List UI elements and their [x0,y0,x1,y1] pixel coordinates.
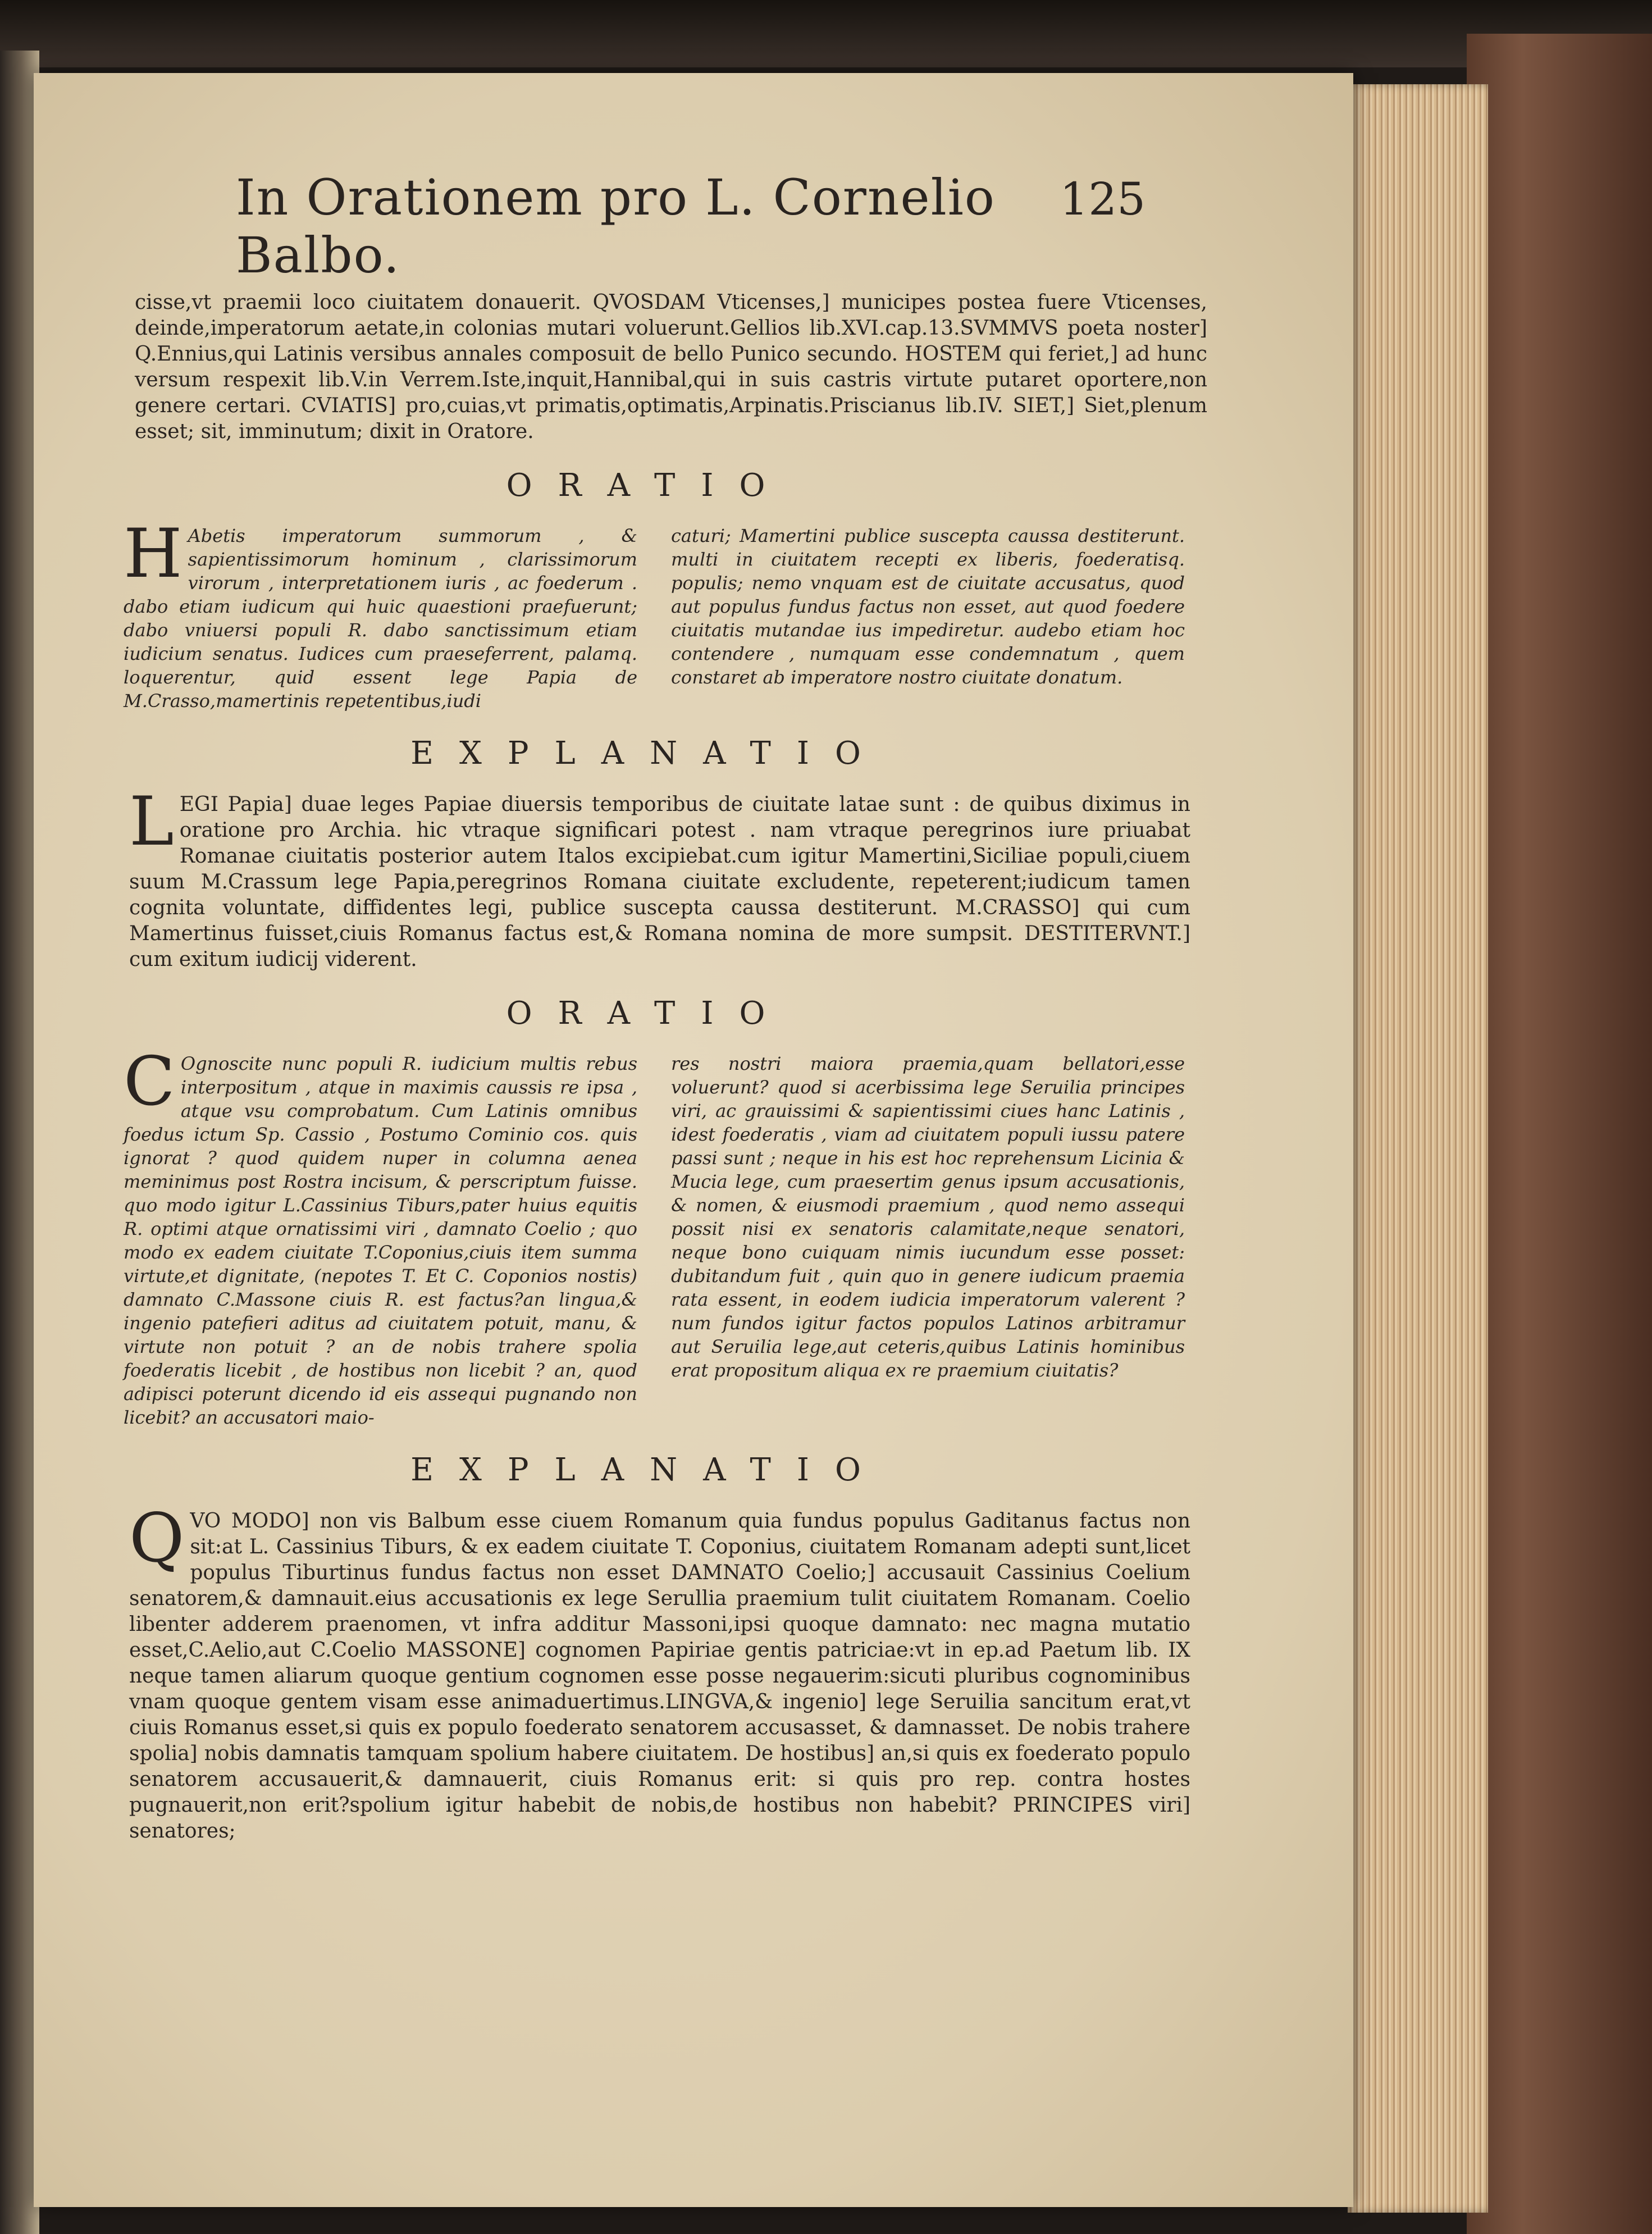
oratio-1-columns [90,515,1207,713]
page-number: 125 [1060,173,1146,225]
oratio-2-columns [90,1043,1207,1429]
drop-cap: Q [129,1499,185,1578]
running-head-title: In Orationem pro L. Cornelio Balbo. [236,168,996,284]
oratio-2-right-text: res nostri maiora praemia,quam bellatori,esse voluerunt? quod si acerbissima lege Seruilia principes viri, ac grauissimi & sapientissimi ciues hanc Latinis , idest foederatis , viam ad ciuitatem populi iussu patere passi sunt ; neque in his est hoc reprehensum Licinia & Mucia lege, cum praesertim genus ipsum accusationis, & nomen, & eiusmodi praemium , quod nemo assequi possit nisi ex senatoris calamitate,neque senatori, neque bono cuiquam nimis iucundum esse posset: dubitandum fuit , quin quo in genere iudicum praemia rata essent, in eodem iudicia imperatorum valerent ? num fundos igitur factos populos Latinos arbitramur aut Seruilia lege,aut ceteris,quibus Latinis hominibus erat propositum aliqua ex re praemium ciuitatis? [671,1053,1185,1381]
section-heading-oratio-2: ORATIO [506,995,791,1032]
oratio-1-right-text: caturi; Mamertini publice suscepta caussa destiterunt. multi in ciuitatem recepti ex liberis, foederatisq. populis; nemo vnquam est de ciuitate accusatus, quod aut populus fundus factus non esset, aut quod foedere ciuitatis mutandae ius impediretur. audebo etiam hoc contendere , numquam esse condemnatum , quem constaret ab imperatore nostro ciuitate donatum. [671,525,1185,688]
oratio-1-right-column [671,524,1185,713]
section-heading-oratio-1: ORATIO [506,467,791,504]
section-heading-explanatio-1: EXPLANATIO [410,735,887,772]
oratio-2-left-text: Ognoscite nunc populi R. iudicium multis rebus interpositum , atque in maximis caussis re ipsa , atque vsu comprobatum. Cum Latinis omnibus foedus ictum Sp. Cassio , Postumo Cominio cos. quis ignorat ? quod quidem nuper in columna aenea meminimus post Rostra incisum, & perscriptum fuisse. quo modo igitur L.Cassinius Tiburs,pater huius equitis R. optimi atque ornatissimi viri , damnato Coelio ; quo modo ex eadem ciuitate T.Coponius,ciuis item summa virtute,et dignitate, (nepotes T. Et C. Coponios nostis) damnato C.Massone ciuis R. est factus?an lingua,& ingenio patefieri aditus ad ciuitatem potuit, manu, & virtute non potuit ? an de nobis trahere spolia foederatis licebit , de hostibus non licebit ? an, quod adipisci poterunt dicendo id eis assequi pugnando non licebit? an accusatori maio- [124,1053,637,1428]
explanatio-2-text-block [90,1499,1207,1844]
section-heading-explanatio-2: EXPLANATIO [410,1452,887,1488]
drop-cap: L [129,783,174,861]
book-cover [1467,34,1652,2234]
drop-cap: C [124,1043,175,1121]
explanatio-1-text-block [90,783,1207,973]
page-content [90,168,1207,1844]
oratio-2-left-column [124,1043,637,1429]
oratio-1-left-text: Abetis imperatorum summorum , & sapientissimorum hominum , clarissimorum virorum , interpretationem iuris , ac foederum . dabo etiam iudicum qui huic quaestioni praefuerunt; dabo vniuersi populi R. dabo sanctissimum etiam iudicium senatus. Iudices cum praeseferrent, palamq. loquerentur, quid essent lege Papia de M.Crasso,mamertinis repetentibus,iudi [124,525,637,712]
intro-commentary: cisse,vt praemii loco ciuitatem donauerit. QVOSDAM Vticenses,] municipes postea fuere Vticenses, deinde,imperatorum aetate,in colonias mutari voluerunt.Gellios lib.XVI.cap.13.SVMMVS poeta noster] Q.Ennius,qui Latinis versibus annales composuit de bello Punico secundo. HOSTEM qui feriet,] ad hunc versum respexit lib.V.in Verrem.Iste,inquit,Hannibal,qui in suis castris virtute putaret oportere,non genere certari. CVIATIS] pro,cuias,vt primatis,optimatis,Arpinatis.Priscianus lib.IV. SIET,] Siet,plenum esset; sit, imminutum; dixit in Oratore. [135,291,1207,443]
book-page [34,73,1353,2207]
oratio-1-left-column [124,515,637,713]
explanatio-2-text: VO MODO] non vis Balbum esse ciuem Romanum quia fundus populus Gaditanus factus non sit:at L. Cassinius Tiburs, & ex eadem ciuitate T. Coponius, ciuitatem Romanam adepti sunt,licet populus Tiburtinus fundus factus non esset DAMNATO Coelio;] accusauit Cassinius Coelium senatorem,& damnauit.eius accusationis ex lege Serullia praemium tulit ciuitatem Romanam. Coelio libenter adderem praenomen, vt infra additur Massoni,ipsi quoque damnato: nec magna mutatio esset,C.Aelio,aut C.Coelio MASSONE] cognomen Papiriae gentis patriciae:vt in ep.ad Paetum lib. IX neque tamen aliarum quoque gentium cognomen esse posse negauerim:sicuti pluribus cognominibus vnam quoque gentem visam esse animaduertimus.LINGVA,& ingenio] lege Seruilia sancitum erat,vt ciuis Romanus esset,si quis ex populo foederato senatorem accusasset, & damnasset. De nobis trahere spolia] nobis damnatis tamquam spolium habere ciuitatem. De hostibus] an,si quis ex foederato populo senatorem accusauerit,& damnauerit, ciuis Romanus erit: si quis pro rep. contra hostes pugnauerit,non erit?spolium igitur habebit de nobis,de hostibus non habebit? PRINCIPES viri] senatores; [129,1510,1190,1843]
page-fore-edge [1348,84,1488,2213]
oratio-2-right-column [671,1052,1185,1429]
book-top-edge [0,0,1652,67]
running-head [90,168,1207,284]
explanatio-1-text: EGI Papia] duae leges Papiae diuersis temporibus de ciuitate latae sunt : de quibus diximus in oratione pro Archia. hic vtraque significari potest . nam vtraque peregrinos iure priuabat Romanae ciuitatis posterior autem Italos excipiebat.cum igitur Mamertini,Siciliae populi,ciuem suum M.Crassum lege Papia,peregrinos Romana ciuitate excludente, repeterent;iudicum tamen cognita voluntate, diffidentes legi, publice suscepta caussa destiterunt. M.CRASSO] qui cum Mamertinus fuisset,ciuis Romanus factus est,& Romana nomina de more sumpsit. DESTITERVNT.] cum exitum iudicij viderent. [129,793,1190,971]
drop-cap: H [124,515,182,593]
